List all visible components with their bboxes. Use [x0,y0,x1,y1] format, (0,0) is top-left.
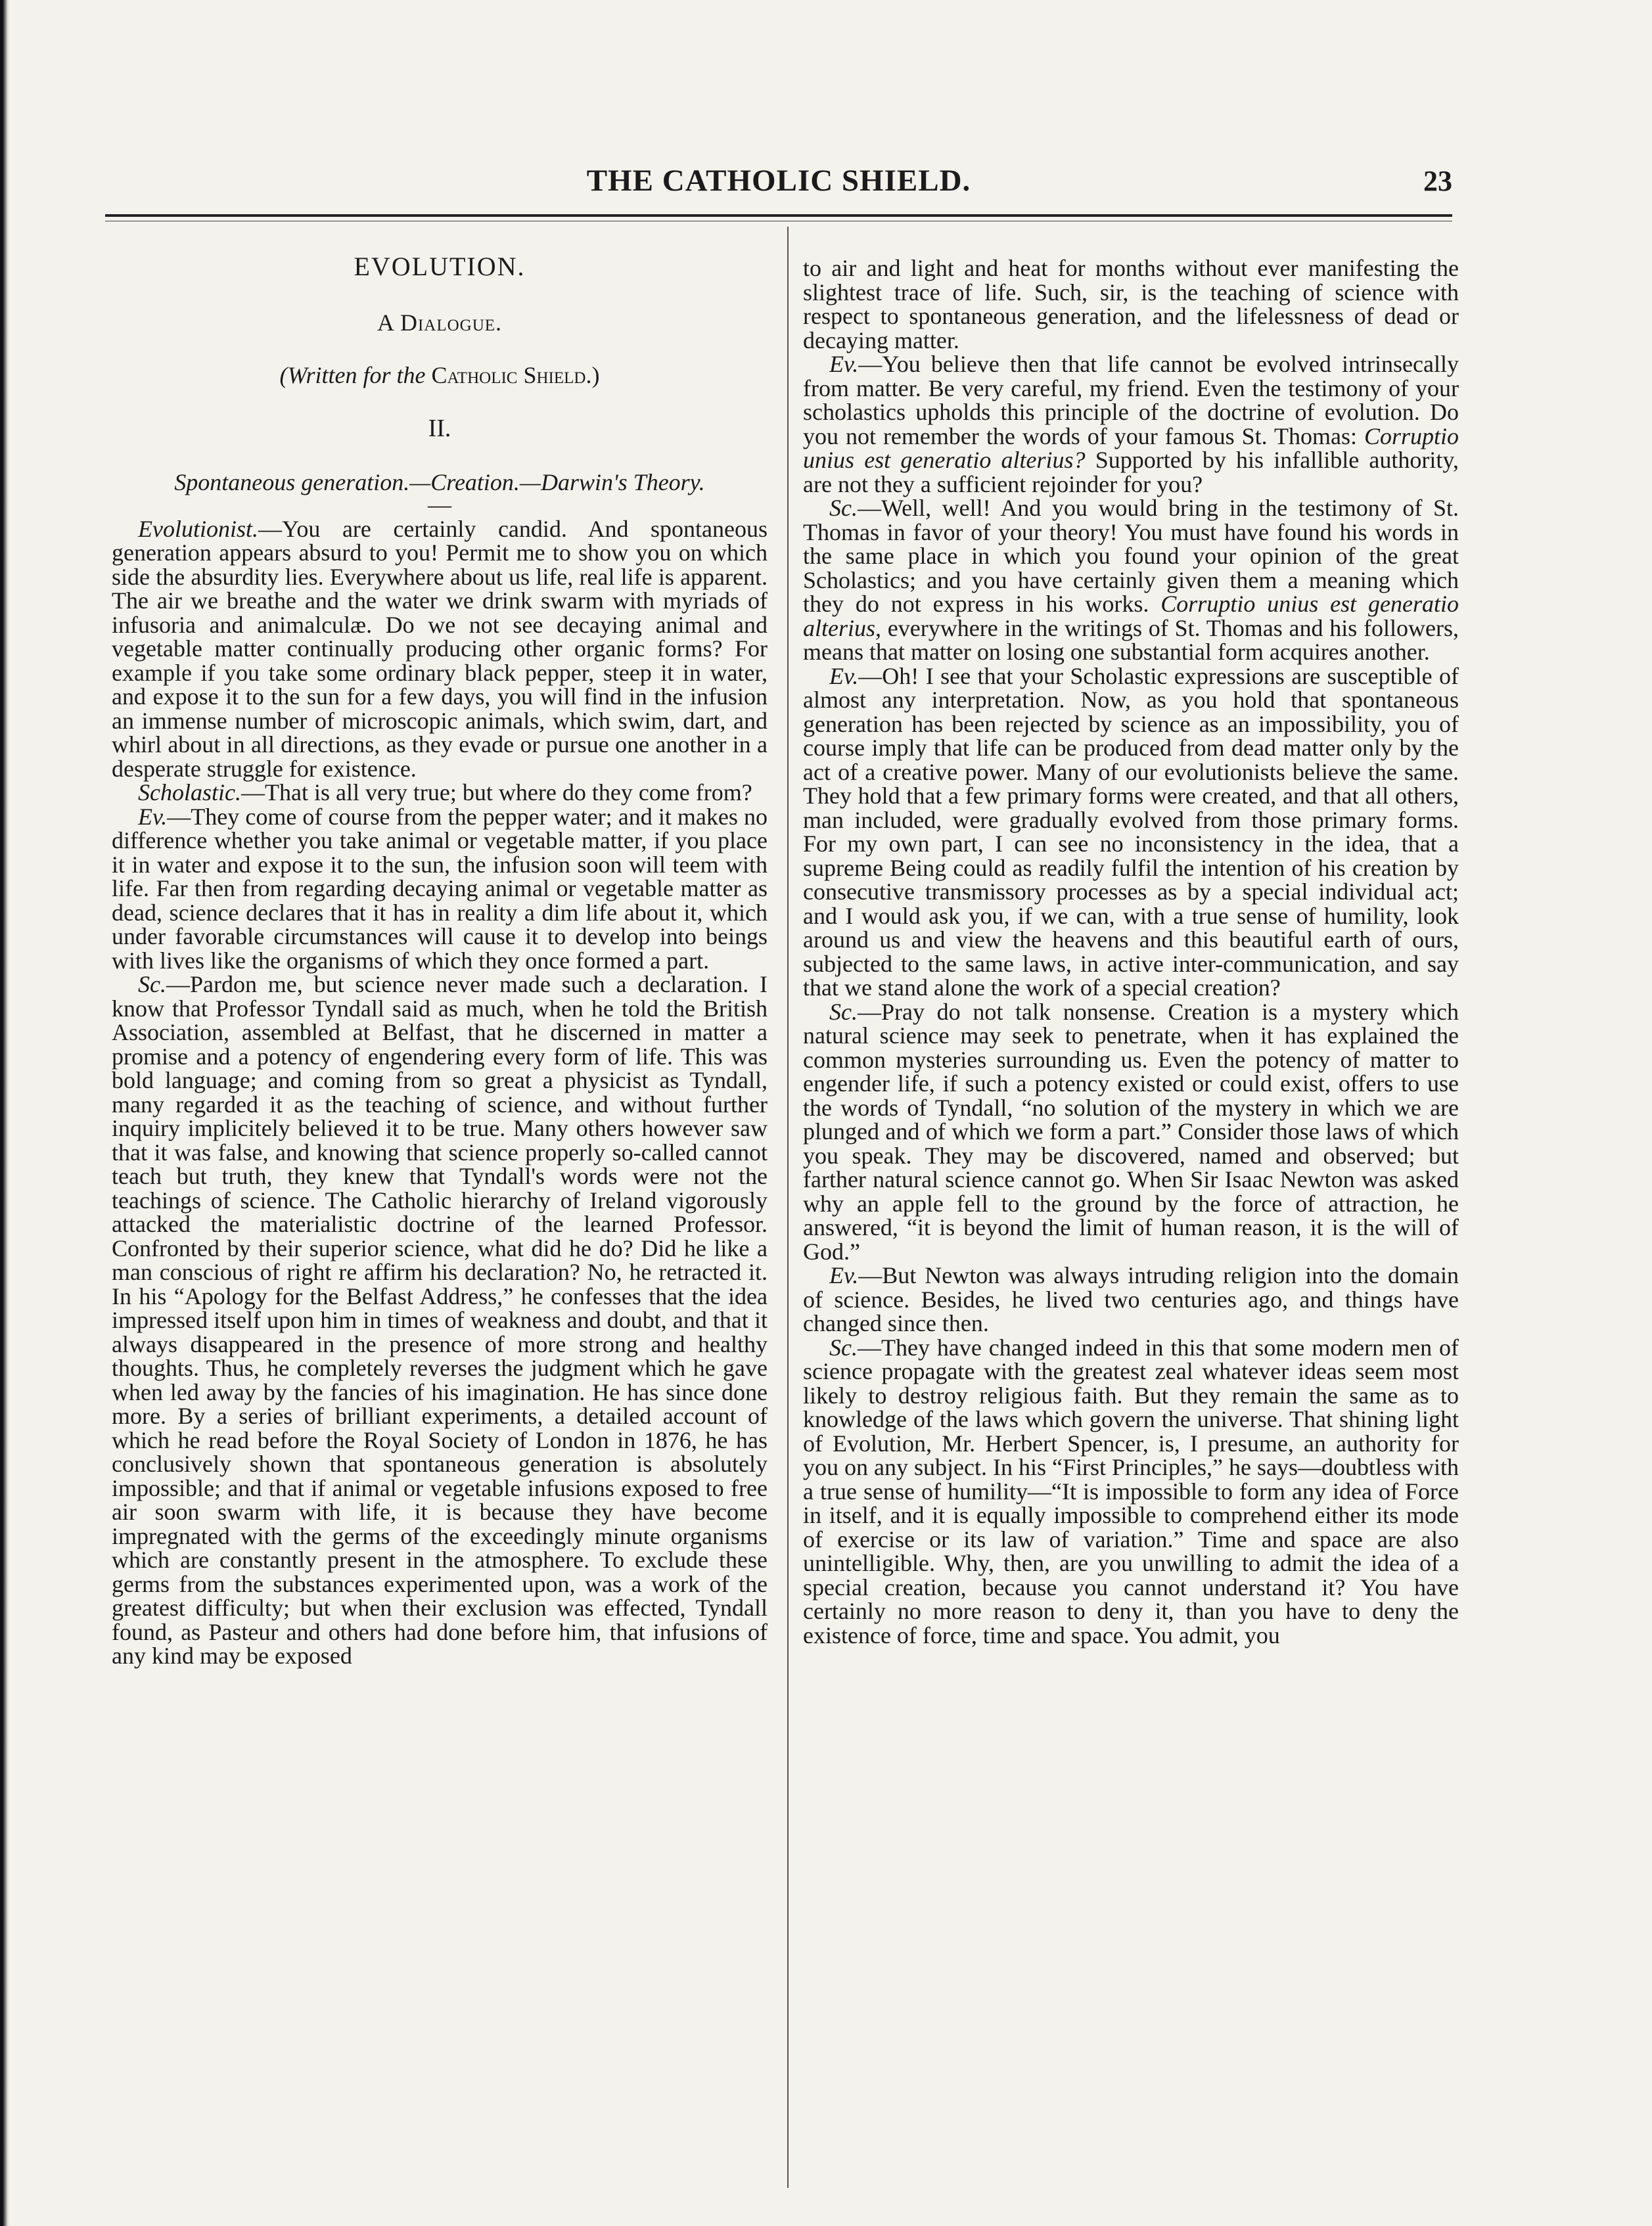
speaker: Evolutionist. [138,515,258,542]
paragraph-text-continued: everywhere in the writings of St. Thomas and his followers, means that matter on losing one substantial form acquires another. [803,614,1459,665]
paragraph [112,781,768,805]
column-divider [787,227,789,2188]
left-column [112,250,768,2188]
separator: — [428,491,451,518]
speaker: Sc. [829,998,858,1025]
article-topics: Spontaneous generation.—Creation.—Darwin's Theory. [174,469,705,495]
paragraph [803,1336,1459,1648]
paragraph-text: —Well, well! And you would bring in the testimony of St. Thomas in favor of your theory! You must have found his words in the same place in which you found your opinion of the great Scholastics; and you have certainly given them a meaning which they do not express in his works. [803,495,1459,617]
paragraph-text: —You believe then that life cannot be evolved intrinsecally from matter. Be very careful, my friend. Even the testimony of your scholastics upholds this principle of the doctrine of evolution. Do you not remember the words of your famous St. Thomas: [803,351,1459,449]
page-binding-edge [0,0,9,2226]
paragraph [803,256,1459,352]
paragraph-text: —Oh! I see that your Scholastic expressions are susceptible of almost any interpretation. Now, as you hold that spontaneous generation has been rejected by science as an impossibility, you of course imply that life can be produced from dead matter only by the act of a creative power. Many of our evolutionists believe the same. They hold that a few primary forms were created, and that all others, man included, were gradually evolved from those primary forms. For my own part, I can see no inconsistency in the idea, that a supreme Being could as readily fulfil the intention of his creation by consecutive transmissory processes as by a special individual act; and I would ask you, if we can, with a true sense of humility, look around us and view the heavens and this beautiful earth of ours, subjected to the same laws, in active inter-communication, and say that we stand alone the work of a special creation? [803,662,1459,1001]
paragraph-text-continued: Supported by his infallible authority, are not they a sufficient rejoinder for you? [803,447,1459,497]
paragraph [112,972,768,1668]
paragraph [803,496,1459,664]
paragraph-text: —Pray do not talk nonsense. Creation is a mystery which natural science may seek to penetrate, when it has explained the common mysteries surrounding us. Even the potency of matter to engender life, if such a potency existed or could exist, offers to use the words of Tyndall, “no solution of the mystery in which we are plunged and of which we form a part.” Consider those laws of which you speak. They may be discovered, named and observed; but farther natural science cannot go. When Sir Isaac Newton was asked why an apple fell to the ground by the force of attraction, he answered, “it is beyond the limit of human reason, it is the will of God.” [803,998,1459,1265]
paragraph-text: —They come of course from the pepper water; and it makes no difference whether you take animal or vegetable matter, if you place it in water and expose it to the sun, the infusion soon will teem with life. Far then from regarding decaying animal or vegetable matter as dead, science declares that it has in reality a dim life about it, which under favorable circumstances will cause it to develop into beings with lives like the organisms of which they once formed a part. [112,803,768,974]
byline-publication: Catholic Shield.) [431,362,600,388]
header-rule [105,214,1452,217]
paragraph-text: —But Newton was always intruding religion into the domain of science. Besides, he lived two centuries ago, and things have changed since then. [803,1262,1459,1336]
paragraph-text: —Pardon me, but science never made such a declaration. I know that Professor Tyndall said as much, when he told the British Association, assembled at Belfast, that he discerned in matter a promise and a potency of engendering every form of life. This was bold language; and coming from so great a physicist as Tyndall, many regarded it as the teaching of science, and without further inquiry implicitely believed it to be true. Many others however saw that it was false, and knowing that science properly so-called cannot teach but truth, they knew that Tyndall's words were not the teachings of science. The Catholic hierarchy of Ireland vigorously attacked the materialistic doctrine of the learned Professor. Confronted by their superior science, what did he do? Did he like a man conscious of right re affirm his declaration? No, he retracted it. In his “Apology for the Belfast Address,” he confesses that the idea impressed itself upon him in times of weakness and doubt, and that it always disappeared in the presence of more strong and healthy thoughts. Thus, he completely reverses the judgment which he gave when led away by the fancies of his imagination. He has since done more. By a series of brilliant experiments, a detailed account of which he read before the Royal Society of London in 1876, he has conclusively shown that spontaneous generation is absolutely impossible; and that if animal or vegetable infusions exposed to free air soon swarm with life, it is because they have become impregnated with the germs of the exceedingly minute organisms which are constantly present in the atmosphere. To exclude these germs from the substances experimented upon, was a work of the greatest difficulty; but when their exclusion was effected, Tyndall found, as Pasteur and others had done before him, that infusions of any kind may be exposed [112,971,768,1669]
paragraph [803,1263,1459,1336]
page-number: 23 [1423,165,1452,197]
article-byline [112,363,768,388]
paragraph [803,664,1459,1000]
speaker: Ev. [829,1262,859,1288]
speaker: Scholastic. [138,779,241,806]
paragraph [803,1000,1459,1264]
latin-quote: Corruptio unius est generatio alterius, [803,591,1459,641]
paragraph [803,352,1459,496]
running-head [105,163,1452,222]
paragraph-text: —You are certainly candid. And spontaneous generation appears absurd to you! Permit me to show you on which side the absurdity lies. Everywhere about us life, real life is apparent. The air we breathe and the water we drink swarm with myriads of infusoria and animalculæ. Do we not see decaying animal and vegetable matter continually producing other organic forms? For example if you take some ordinary black pepper, steep it in water, and expose it to the sun for a few days, you will find in the infusion an immense number of microscopic animals, which swim, dart, and whirl about in all directions, as they evade or pursue one another in a desperate struggle for existence. [112,515,768,782]
masthead: THE CATHOLIC SHIELD. [586,164,971,198]
right-column [803,256,1459,2194]
paragraph-text: to air and light and heat for months without ever manifesting the slightest trace of life. Such, sir, is the teaching of science with respect to spontaneous generation, and the lifelessness of dead or decaying matter. [803,256,1459,353]
paragraph-text: —That is all very true; but where do they come from? [241,779,752,806]
paragraph-text: —They have changed indeed in this that some modern men of science propagate with the greatest zeal whatever ideas seem most likely to destroy religious faith. But they remain the same as to knowledge of the laws which govern the universe. That shining light of Evolution, Mr. Herbert Spencer, is, I presume, an authority for you on any subject. In his “First Principles,” he says—doubtless with a true sense of humility—“It is impossible to form any idea of Force in itself, and it is equally impossible to comprehend either its mode of exercise or its law of variation.” Time and space are also unintelligible. Why, then, are you unwilling to admit the idea of a special creation, because you cannot understand it? You have certainly no more reason to deny it, than you have to deny the existence of force, time and space. You admit, you [803,1334,1459,1648]
part-number: II. [428,414,451,442]
speaker: Sc. [829,1334,858,1361]
speaker: Ev. [829,662,859,689]
speaker: Sc. [138,971,166,997]
speaker: Sc. [829,495,858,521]
article-title: EVOLUTION. [354,252,526,281]
byline-prefix: (Written for the [279,362,426,388]
article-subtitle: A Dialogue. [377,309,503,336]
speaker: Ev. [138,803,168,830]
speaker: Ev. [829,351,859,377]
paragraph [112,805,768,973]
paragraph [112,517,768,781]
latin-quote: Corruptio unius est generatio alterius? [803,422,1459,473]
